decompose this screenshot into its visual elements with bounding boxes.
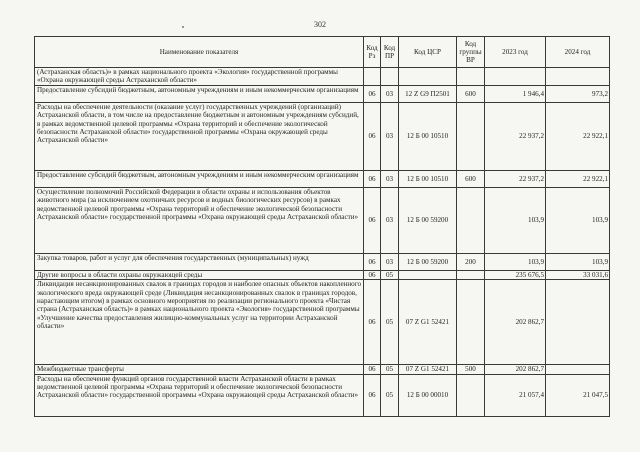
cell-pr: 03 (381, 170, 399, 187)
cell-pr: 03 (381, 187, 399, 253)
header-rz: Код Рз (364, 37, 381, 68)
header-pr: Код ПР (381, 37, 399, 68)
header-2024: 2024 год (546, 37, 610, 68)
table-row (35, 68, 610, 86)
cell-2023: 235 676,5 (485, 270, 546, 279)
cell-vr: 600 (457, 85, 485, 102)
cell-rz: 06 (364, 270, 381, 279)
cell-2023: 202 862,7 (485, 365, 546, 374)
cell-rz: 06 (364, 365, 381, 374)
table-row (35, 102, 610, 170)
cell-rz: 06 (364, 187, 381, 253)
cell-vr (457, 280, 485, 365)
cell-csr (399, 68, 457, 86)
table-row (35, 280, 610, 365)
cell-vr: 200 (457, 253, 485, 270)
cell-2024: 21 047,5 (546, 374, 610, 416)
cell-2023: 21 057,4 (485, 374, 546, 416)
cell-csr (399, 270, 457, 279)
cell-pr: 05 (381, 280, 399, 365)
header-vr: Код группы ВР (457, 37, 485, 68)
cell-2023 (485, 68, 546, 86)
budget-table (34, 36, 610, 417)
cell-name: Другие вопросы в области охраны окружающей среды (35, 270, 364, 279)
cell-vr (457, 374, 485, 416)
cell-2024: 33 031,6 (546, 270, 610, 279)
header-name: Наименование показателя (35, 37, 364, 68)
cell-name: Расходы на обеспечение функций органов государственной власти Астраханской области в рамках ведомственной целевой программы «Охрана территорий и обеспечение экологической безопасности Астраханской области» государственной программы «Охрана окружающей среды Астраханской области» (35, 374, 364, 416)
cell-csr: 12 Б 00 10510 (399, 102, 457, 170)
cell-name: Межбюджетные трансферты (35, 365, 364, 374)
cell-pr: 05 (381, 270, 399, 279)
cell-2024: 22 922,1 (546, 170, 610, 187)
cell-rz: 06 (364, 170, 381, 187)
cell-name: Закупка товаров, работ и услуг для обеспечения государственных (муниципальных) нужд (35, 253, 364, 270)
cell-pr: 05 (381, 365, 399, 374)
table-header-row (35, 37, 610, 68)
cell-rz (364, 68, 381, 86)
cell-rz: 06 (364, 85, 381, 102)
cell-csr: 12 Б 00 00010 (399, 374, 457, 416)
cell-vr (457, 102, 485, 170)
cell-2024: 973,2 (546, 85, 610, 102)
cell-name: Расходы на обеспечение деятельности (оказание услуг) государственных учреждений (организаций) Астраханской области, в том числе на предоставление бюджетным и автономным учреждениям субсидий, в рамках ведомственной целевой программы «Охрана территорий и обеспечение экологической безопасности Астраханской области» государственной программы «Охрана окружающей среды Астраханской области» (35, 102, 364, 170)
header-csr: Код ЦСР (399, 37, 457, 68)
table-row (35, 170, 610, 187)
cell-2023: 22 937,2 (485, 170, 546, 187)
cell-2023: 103,9 (485, 253, 546, 270)
header-2023: 2023 год (485, 37, 546, 68)
cell-2024: 103,9 (546, 187, 610, 253)
page-number: 302 (314, 20, 326, 29)
table-row (35, 270, 610, 279)
cell-vr: 600 (457, 170, 485, 187)
cell-rz: 06 (364, 280, 381, 365)
cell-rz: 06 (364, 253, 381, 270)
cell-2024 (546, 68, 610, 86)
cell-vr (457, 270, 485, 279)
cell-rz: 06 (364, 374, 381, 416)
cell-name: Ликвидация несанкционированных свалок в границах городов и наиболее опасных объектов накопленного экологического вреда окружающей среде (Ликвидация несанкционированных свалок в границах городов, нарастающим итогом) в рамках основного мероприятия по реализации регионального проекта «Чистая страна (Астраханская область)» в рамках национального проекта «Экология» государственной программы «Улучшение качества предоставления жилищно-коммунальных услуг на территории Астраханской области» (35, 280, 364, 365)
cell-pr (381, 68, 399, 86)
cell-2024 (546, 280, 610, 365)
cell-2024: 22 922,1 (546, 102, 610, 170)
cell-pr: 05 (381, 374, 399, 416)
cell-csr: 07 Z G1 52421 (399, 280, 457, 365)
cell-rz: 06 (364, 102, 381, 170)
cell-vr: 500 (457, 365, 485, 374)
cell-name: (Астраханская область)» в рамках национального проекта «Экология» государственной программы «Охрана окружающей среды Астраханской области» (35, 68, 364, 86)
table-row (35, 374, 610, 416)
cell-pr: 03 (381, 102, 399, 170)
scan-speck (182, 26, 184, 28)
cell-name: Осуществление полномочий Российской Федерации в области охраны и использования объектов животного мира (за исключением охотничьих ресурсов и водных биологических ресурсов) в рамках ведомственной целевой программы «Охрана территорий и обеспечение экологической безопасности Астраханской области» государственной программы «Охрана окружающей среды Астраханской области» (35, 187, 364, 253)
table-row (35, 187, 610, 253)
cell-pr: 03 (381, 85, 399, 102)
cell-2023: 103,9 (485, 187, 546, 253)
cell-2024: 103,9 (546, 253, 610, 270)
table-row (35, 365, 610, 374)
cell-vr (457, 68, 485, 86)
cell-vr (457, 187, 485, 253)
table-row (35, 85, 610, 102)
cell-name: Предоставление субсидий бюджетным, автономным учреждениям и иным некоммерческим организациям (35, 170, 364, 187)
cell-2023: 1 946,4 (485, 85, 546, 102)
cell-csr: 12 Б 00 59200 (399, 187, 457, 253)
cell-csr: 07 Z G1 52421 (399, 365, 457, 374)
cell-csr: 12 Z G9 П2501 (399, 85, 457, 102)
cell-csr: 12 Б 00 59200 (399, 253, 457, 270)
cell-2023: 202 862,7 (485, 280, 546, 365)
cell-2024 (546, 365, 610, 374)
cell-name: Предоставление субсидий бюджетным, автономным учреждениям и иным некоммерческим организациям (35, 85, 364, 102)
table-row (35, 253, 610, 270)
cell-csr: 12 Б 00 10510 (399, 170, 457, 187)
cell-2023: 22 937,2 (485, 102, 546, 170)
cell-pr: 03 (381, 253, 399, 270)
